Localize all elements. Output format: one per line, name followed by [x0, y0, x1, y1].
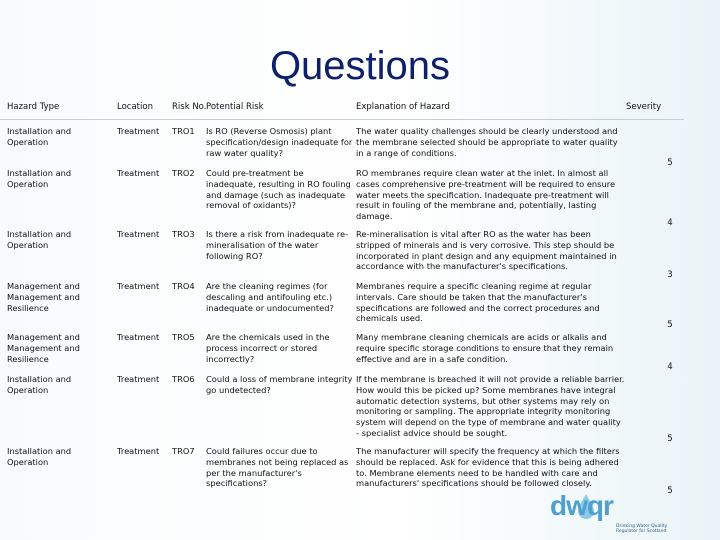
severity-value: 5 — [667, 434, 673, 444]
cell-risk-no: TRO7 — [172, 446, 195, 456]
cell-hazard-type: Installation and Operation — [7, 168, 72, 189]
severity-value: 4 — [667, 218, 673, 228]
cell-explanation: If the membrane is breached it will not provide a reliable barrier. How would this be picked up? Some membranes have integral automatic detection systems, but other systems may rely on monitoring or sampling. The appropriate integrity monitoring system will depend on the type of membrane and water quality - specialist advice should be sought. — [356, 374, 625, 438]
cell-explanation: Re-mineralisation is vital after RO as the water has been stripped of minerals and is very corrosive. This step should be incorporated in plant design and any equipment maintained in accordance with the manufacturer's specifications. — [356, 229, 617, 272]
page-title: Questions — [269, 44, 451, 88]
cell-hazard-type: Installation and Operation — [7, 126, 72, 147]
cell-hazard-type: Installation and Operation — [7, 229, 72, 250]
cell-location: Treatment — [117, 281, 160, 291]
severity-value: 4 — [667, 362, 673, 372]
severity-value: 3 — [667, 270, 673, 280]
cell-risk-no: TRO3 — [172, 229, 195, 239]
header-risk-no: Risk No. — [172, 102, 207, 112]
cell-risk-no: TRO6 — [172, 374, 195, 384]
dwqr-logo — [548, 490, 678, 536]
cell-hazard-type: Management and Management and Resilience — [7, 332, 80, 364]
cell-explanation: The water quality challenges should be clearly understood and the membrane selected should be appropriate to water quality in a range of conditions. — [356, 126, 618, 158]
logo-wordmark: dwqr — [550, 490, 613, 521]
cell-explanation: RO membranes require clean water at the inlet. In almost all cases comprehensive pre-treatment will be required to ensure water meets the specification. Inadequate pre-treatment will result in fouling of the membrane and, potentially, lasting damage. — [356, 168, 616, 222]
severity-value: 5 — [667, 158, 673, 168]
cell-location: Treatment — [117, 374, 160, 384]
header-hazard-type: Hazard Type — [7, 102, 60, 112]
cell-potential-risk: Is there a risk from inadequate re-mineralisation of the water following RO? — [206, 229, 349, 261]
table-header — [0, 96, 720, 118]
cell-risk-no: TRO2 — [172, 168, 195, 178]
cell-hazard-type: Installation and Operation — [7, 374, 72, 395]
cell-location: Treatment — [117, 332, 160, 342]
cell-risk-no: TRO5 — [172, 332, 195, 342]
cell-explanation: Membranes require a specific cleaning regime at regular intervals. Care should be taken that the manufacturer's specifications are followed and the correct procedures and chemicals used. — [356, 281, 600, 324]
cell-risk-no: TRO4 — [172, 281, 195, 291]
cell-potential-risk: Are the cleaning regimes (for descaling and antifouling etc.) inadequate or undocumented? — [206, 281, 334, 313]
header-severity: Severity — [626, 102, 662, 112]
cell-explanation: The manufacturer will specify the frequency at which the filters should be replaced. Ask for evidence that this is being adhered to. Membrane elements need to be handled with care and manufacturers' specifications should be followed closely. — [356, 446, 620, 489]
cell-location: Treatment — [117, 126, 160, 136]
cell-potential-risk: Could a loss of membrane integrity go undetected? — [206, 374, 353, 395]
header-divider — [0, 119, 684, 120]
cell-potential-risk: Could pre-treatment be inadequate, resulting in RO fouling and damage (such as inadequate removal of oxidants)? — [206, 168, 351, 211]
header-potential-risk: Potential Risk — [206, 102, 264, 112]
cell-potential-risk: Could failures occur due to membranes not being replaced as per the manufacturer's specifications? — [206, 446, 349, 489]
cell-explanation: Many membrane cleaning chemicals are acids or alkalis and require specific storage conditions to ensure that they remain effective and are in a safe condition. — [356, 332, 614, 364]
header-explanation: Explanation of Hazard — [356, 102, 450, 112]
cell-location: Treatment — [117, 229, 160, 239]
header-location: Location — [117, 102, 153, 112]
severity-value: 5 — [667, 320, 673, 330]
cell-hazard-type: Management and Management and Resilience — [7, 281, 80, 313]
severity-value: 5 — [667, 486, 673, 496]
cell-hazard-type: Installation and Operation — [7, 446, 72, 467]
cell-potential-risk: Are the chemicals used in the process incorrect or stored incorrectly? — [206, 332, 330, 364]
cell-location: Treatment — [117, 168, 160, 178]
logo-tagline: Drinking Water Quality Regulator for Scotland — [616, 524, 668, 534]
cell-risk-no: TRO1 — [172, 126, 195, 136]
cell-location: Treatment — [117, 446, 160, 456]
cell-potential-risk: Is RO (Reverse Osmosis) plant specification/design inadequate for raw water quality? — [206, 126, 353, 158]
